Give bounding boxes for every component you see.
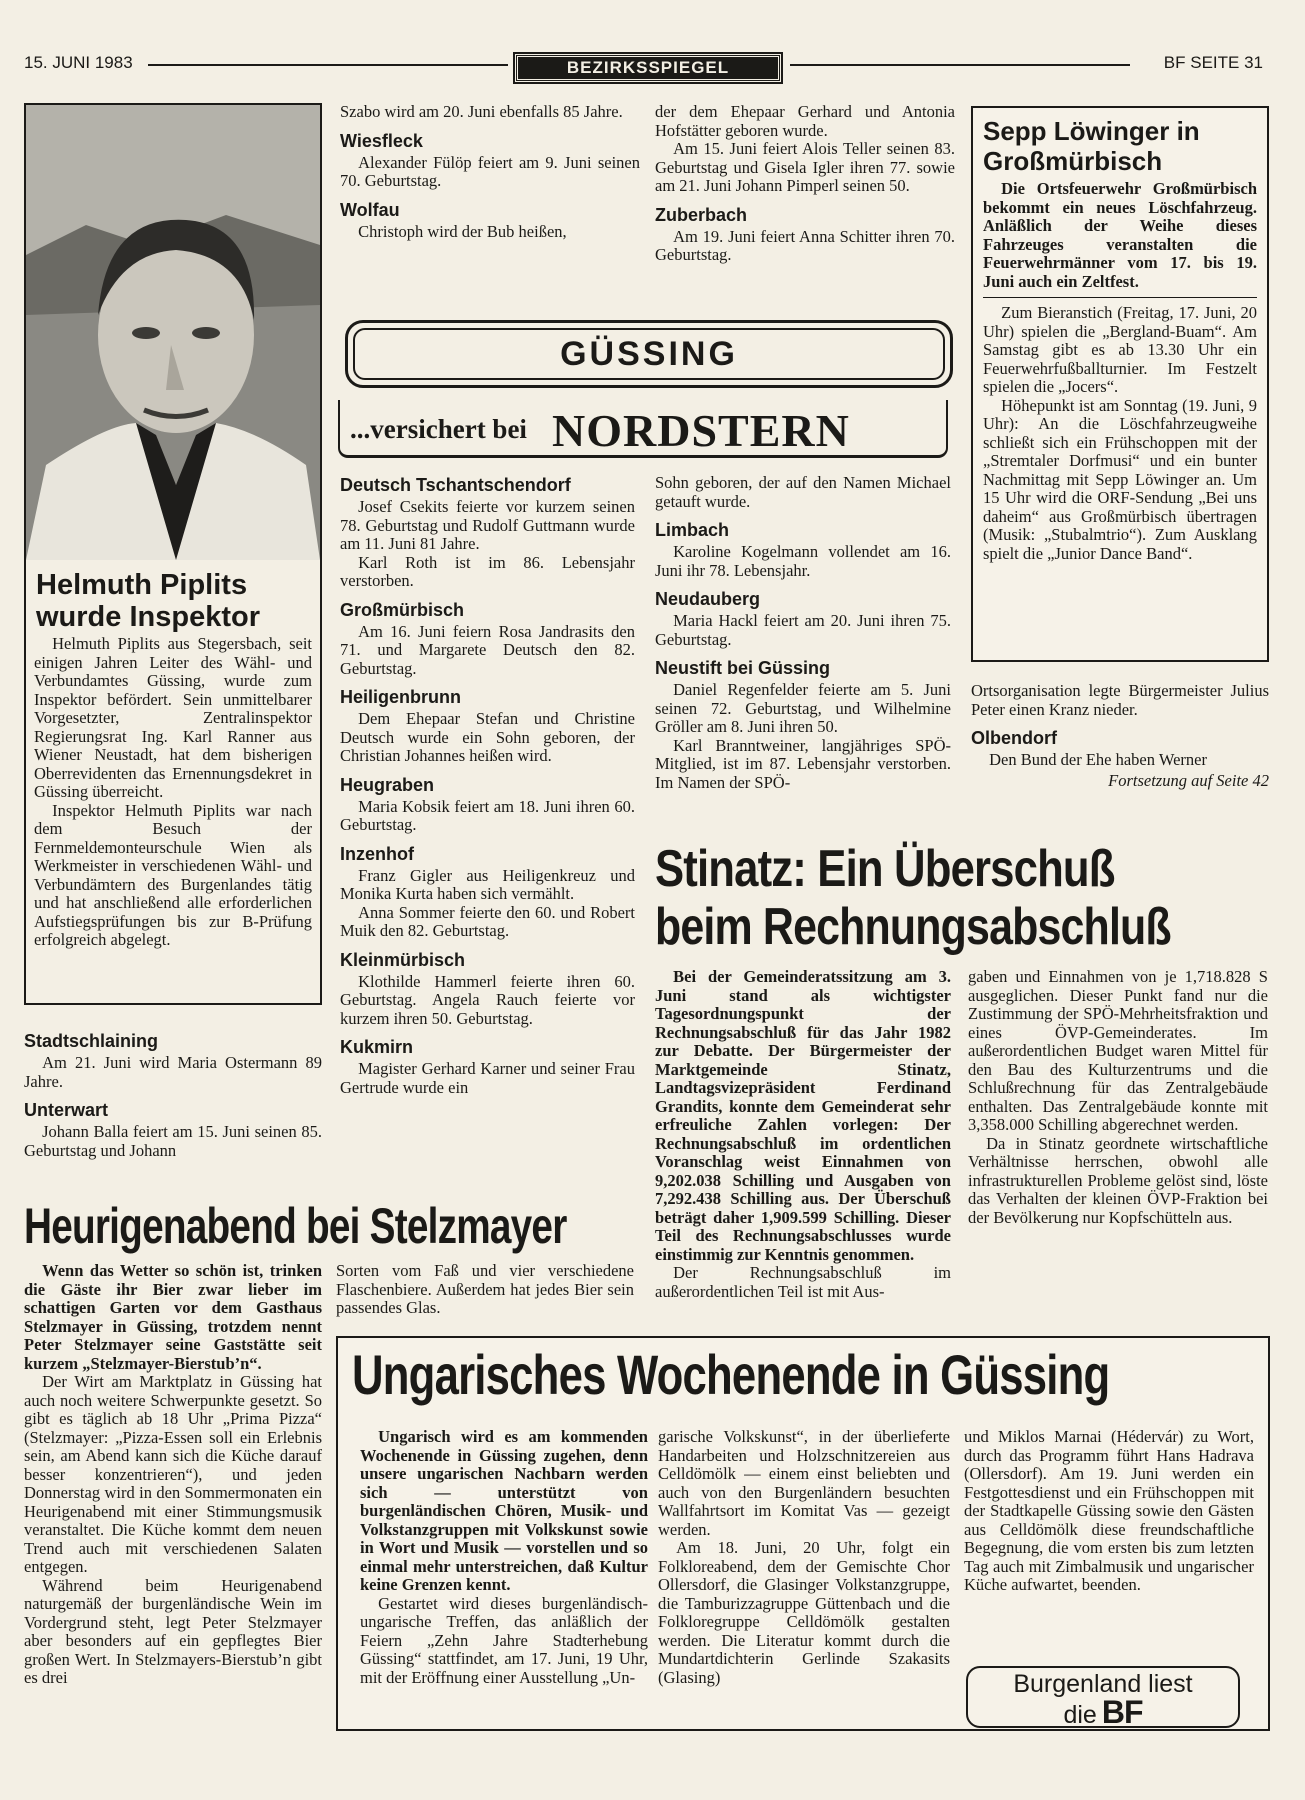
item-text: Den Bund der Ehe haben Werner [989, 750, 1207, 769]
loewinger-box [971, 106, 1269, 662]
guessing-banner [345, 320, 953, 388]
nordstern-logo: NORDSTERN [552, 405, 850, 456]
item-text: Am 21. Juni wird Maria Ostermann 89 Jahre. [24, 1053, 322, 1091]
place-heading: Kleinmürbisch [340, 949, 466, 970]
section-tag [515, 54, 781, 82]
header-rule-right [790, 64, 1130, 66]
top-col2 [340, 103, 640, 241]
stinatz-headline-2: beim Rechnungsabschluß [655, 898, 1171, 956]
item-text: Karl Roth ist im 86. Lebensjahr verstorben. [340, 552, 635, 590]
item-text: Maria Kobsik feiert am 18. Juni ihren 60. Geburtstag. [340, 796, 635, 834]
place-heading: Zuberbach [655, 204, 748, 225]
piplits-box [24, 103, 322, 1005]
top-col3 [655, 103, 955, 265]
heurigen-headline: Heurigenabend bei Stelzmayer [24, 1198, 567, 1254]
nordstern-sub: ...versichert bei [350, 414, 527, 444]
item-text: Christoph wird der Bub heißen, [358, 221, 567, 241]
ungarisch-headline: Ungarisches Wochenende in Güssing [352, 1344, 1110, 1406]
item-text: Daniel Regenfelder feierte am 5. Juni seinen 72. Geburtstag, und Wilhelmine Gröller am 8. Juni ihren 50. [655, 680, 951, 736]
loewinger-lead: Die Ortsfeuerwehr Großmürbisch bekommt ein neues Löschfahrzeug. Anläßlich der Weihe dieses Fahrzeuges veranstalten die Feuerwehrmänner vom 17. bis 19. Juni auch ein Zeltfest. [983, 180, 1257, 298]
place-heading: Wolfau [340, 199, 400, 220]
piplits-paragraph: Inspektor Helmuth Piplits war nach dem Besuch der Fernmeldemonteurschule Wien als Werkmeister in verschiedenen Wähl- und Verbundämtern des Burgenlandes tätig und hat anschließend alle erforderlichen Aufstiegsprüfungen bis zur B-Prüfung erfolgreich abgelegt. [34, 800, 312, 949]
item-text: Szabo wird am 20. Juni ebenfalls 85 Jahre. [340, 102, 623, 121]
stinatz-headline-1: Stinatz: Ein Überschuß [655, 840, 1115, 898]
guessing-title: GÜSSING [560, 334, 738, 373]
item-text: Am 16. Juni feiern Rosa Jandrasits den 71. und Margarete Deutsch den 82. Geburtstag. [340, 621, 635, 678]
heurigen-headline-wrap [24, 1198, 639, 1258]
ungarisch-box [336, 1336, 1270, 1731]
left-items [24, 1030, 322, 1160]
ungarisch-paragraph: Gestartet wird dieses burgenländisch-ungarische Treffen, das anläßlich der Feiern „Zehn Jahre Stadterhebung Güssing“ stattfindet, am 17. Juni, 19 Uhr, mit der Eröffnung einer Ausstellung „Un- [360, 1593, 648, 1687]
item-text: Karl Branntweiner, langjähriges SPÖ-Mitglied, ist im 87. Lebensjahr verstorben. Im Namen der SPÖ- [655, 735, 951, 792]
item-text: Josef Csekits feierte vor kurzem seinen 78. Geburtstag und Rudolf Guttmann wurde am 11. Juni 81 Jahre. [340, 497, 635, 553]
section-title: BEZIRKSSPIEGEL [566, 58, 730, 77]
nordstern-banner [338, 400, 948, 458]
stinatz-paragraph: gaben und Einnahmen von je 1,718.828 S ausgeglichen. Dieser Punkt fand nur die Zustimmung der SPÖ-Mehrheitsfraktion und eines ÖVP-Gemeinderates. Im außerordentlichen Budget waren Mittel für den Bau des Kulturzentrums und die Schlußrechnung für das Zentralgebäude enthalten. Das Zentralgebäude konnte mit 3,358.000 Schilling abgerechnet werden. [968, 967, 1268, 1134]
item-text: Anna Sommer feierte den 60. und Robert Muik den 82. Geburtstag. [340, 902, 635, 940]
loewinger-paragraph: Zum Bieranstich (Freitag, 17. Juni, 20 Uhr) spielen die „Bergland-Buam“. Am Samstag gibt es ab 13.30 Uhr ein Feuerwehrfußballturnier. Im Festzelt spielen die „Jocers“. [983, 303, 1257, 396]
place-heading: Deutsch Tschantschendorf [340, 475, 571, 495]
ungarisch-lead: Ungarisch wird es am kommenden Wochenende in Güssing zugehen, denn unsere ungarischen Nachbarn werden sich — unterstützt von burgenländischen Chören, Musik- und Volkstanzgruppen mit Volkskunst sowie in Wort und Musik — vorstellen und so einmal mehr unterstreichen, daß Kultur keine Grenzen kennt. [360, 1427, 648, 1594]
heurigen-paragraph: Der Wirt am Marktplatz in Güssing hat auch noch weitere Schwerpunkte gesetzt. So gibt es täglich ab 18 Uhr „Prima Pizza“ (Stelzmayer: „Pizza-Essen soll ein Erlebnis sein, am Abend kann sich die Küche darauf besser konzentrieren“), und jeden Donnerstag wird in den Sommermonaten ein Heurigenabend mit einer Stimmungsmusik veranstaltet. Die Küche kommt dem neuen Trend auch mit verschiedenen Salaten entgegen. [24, 1372, 322, 1576]
place-heading: Wiesfleck [340, 130, 423, 151]
item-text: Klothilde Hammerl feierte ihren 60. Geburtstag. Angela Rauch feierte vor kurzem ihren 50. Geburtstag. [340, 971, 635, 1028]
item-text: Maria Hackl feiert am 20. Juni ihren 75. Geburtstag. [655, 611, 951, 649]
bf-ad [966, 1666, 1240, 1728]
portrait-photo [26, 105, 320, 560]
place-heading: Neustift bei Güssing [655, 658, 831, 678]
place-heading: Inzenhof [340, 843, 414, 864]
header-rule-left [148, 64, 508, 66]
bf-ad-line1: Burgenland liest [1013, 1670, 1193, 1698]
piplits-paragraph: Helmuth Piplits aus Stegersbach, seit einigen Jahren Leiter des Wähl- und Verbundamtes Güssing, wurde zum Inspektor befördert. Sein unmittelbarer Vorgesetzter, Zentralinspektor Regierungsrat Ing. Karl Ranner aus Wiener Neustadt, hat dem bisherigen Oberrevidenten das Ernennungsdekret in Güssing überreicht. [34, 634, 312, 801]
header-page: BF SEITE 31 [1163, 53, 1263, 72]
stinatz-col-a [655, 968, 951, 1301]
loewinger-paragraph: Höhepunkt ist am Sonntag (19. Juni, 9 Uhr): An die Löschfahrzeugweihe schließt sich ein Frühschoppen mit der „Stremtaler Dorfmusi“ und ein bunter Nachmittag mit Sepp Löwinger an. Um 15 Uhr wird die ORF-Sendung „Bei uns daheim“ aus Großmürbisch übertragen (Musik: „Stubalmtrio“). Zum Ausklang spielt die „Junior Dance Band“. [983, 395, 1257, 563]
item-text: Sohn geboren, der auf den Namen Michael getauft wurde. [655, 473, 951, 511]
place-heading: Kukmirn [340, 1037, 414, 1057]
place-heading: Großmürbisch [340, 599, 465, 620]
heurigen-col1 [24, 1262, 322, 1688]
place-heading: Unterwart [24, 1100, 109, 1120]
place-heading: Olbendorf [971, 728, 1057, 748]
item-text: Am 15. Juni feiert Alois Teller seinen 83. Geburtstag und Gisela Igler ihren 77. sowie am 21. Juni Johann Pimperl seinen 50. [655, 139, 955, 195]
place-heading: Heiligenbrunn [340, 687, 461, 707]
stinatz-headline [655, 840, 1275, 960]
mid-col2 [340, 474, 635, 1097]
piplits-headline-1: Helmuth Piplits [36, 569, 248, 601]
bf-logo: BF [1101, 1694, 1143, 1730]
item-text: Karoline Kogelmann vollendet am 16. Juni ihr 78. Lebensjahr. [655, 542, 951, 580]
ungarisch-paragraph: garische Volkskunst“, in der überlieferte Handarbeiten und Holzschnitzereien aus Celldömölk — einem einst beliebten und auch von den Burgenländern besuchten Wallfahrtsort im Komitat Vas — gezeigt werden. [658, 1427, 950, 1539]
place-heading: Stadtschlaining [24, 1031, 159, 1051]
item-text: Am 19. Juni feiert Anna Schitter ihren 70. Geburtstag. [655, 226, 955, 264]
stinatz-paragraph: Der Rechnungsabschluß im außerordentlichen Teil ist mit Aus- [655, 1263, 951, 1301]
piplits-headline-2: wurde Inspektor [36, 601, 260, 633]
stinatz-paragraph: Da in Stinatz geordnete wirtschaftliche Verhältnisse herrschen, obwohl alle infrastrukturellen Probleme gelöst sind, löste das Verhalten der kleinen ÖVP-Fraktion bei der Bevölkerung nur Kopfschütteln aus. [968, 1133, 1268, 1227]
item-text: der dem Ehepaar Gerhard und Antonia Hofstätter geboren wurde. [655, 102, 955, 140]
heurigen-lead: Wenn das Wetter so schön ist, trinken die Gäste ihr Bier zwar lieber im schattigen Garten vor dem Gasthaus Stelzmayer in Güssing, trotzdem nennt Peter Stelzmayer seine Gaststätte seit kurzem „Stelzmayer-Bierstub’n“. [24, 1261, 322, 1373]
item-text: Ortsorganisation legte Bürgermeister Julius Peter einen Kranz nieder. [971, 681, 1269, 719]
ungarisch-paragraph: Am 18. Juni, 20 Uhr, folgt ein Folkloreabend, dem der Gemischte Chor Ollersdorf, die Glasinger Volkstanzgruppe, die Tamburizzagruppe Güttenbach und die Folkloregruppe Celldömölk gestalten werden. Die Literatur kommt durch die Mundartdichterin Gerlinde Szakasits (Glasing) [658, 1538, 950, 1687]
ungarisch-paragraph: und Miklos Marnai (Hédervár) zu Wort, durch das Programm führt Hans Hadrava (Ollersdorf). Am 19. Juni werden ein Festgottesdienst und ein Frühschoppen mit der Stadtkapelle Güssing sowie den Gästen aus Celldömölk diese freundschaftliche Begegnung, die vom ersten bis zum letzten Tag auch mit Zimbalmusik und ungarischer Küche aufwartet, beenden. [964, 1427, 1254, 1594]
loewinger-headline-2: Großmürbisch [983, 146, 1163, 176]
item-text: Alexander Fülöp feiert am 9. Juni seinen 70. Geburtstag. [340, 152, 640, 190]
mid-col3 [655, 474, 951, 792]
item-text: Franz Gigler aus Heiligenkreuz und Monika Kurta haben sich vermählt. [340, 865, 635, 903]
continuation-note: Fortsetzung auf Seite 42 [1108, 770, 1269, 790]
stinatz-col-b [968, 968, 1268, 1227]
place-heading: Limbach [655, 520, 730, 540]
item-text: Magister Gerhard Karner und seiner Frau Gertrude wurde ein [340, 1059, 635, 1097]
heurigen-paragraph: Während beim Heurigenabend naturgemäß der burgenländische Wein im Vordergrund steht, legt Peter Stelzmayer aber besonders auf ein gepflegtes Bier großen Wert. In Stelzmayers-Bierstub’n gibt es drei [24, 1575, 322, 1687]
place-heading: Neudauberg [655, 589, 761, 609]
header-date: 15. JUNI 1983 [24, 53, 133, 72]
heurigen-paragraph: Sorten vom Faß und vier verschiedene Flaschenbiere. Außerdem hat jedes Bier sein passendes Glas. [336, 1261, 634, 1317]
item-text: Dem Ehepaar Stefan und Christine Deutsch wurde ein Sohn geboren, der Christian Johannes heißen wird. [340, 709, 635, 765]
portrait-icon [26, 105, 320, 560]
loewinger-headline-1: Sepp Löwinger in [983, 116, 1200, 146]
item-text: Johann Balla feiert am 15. Juni seinen 85. Geburtstag und Johann [24, 1122, 322, 1160]
stinatz-lead: Bei der Gemeinderatssitzung am 3. Juni stand als wichtigster Tagesordnungspunkt der Rechnungsabschluß für das Jahr 1982 zur Debatte. Der Bürgermeister der Marktgemeinde Stinatz, Landtagsvizepräsident Ferdinand Grandits, konnte dem Gemeinderat sehr erfreuliche Zahlen vorlegen: Der Rechnungsabschluß im ordentlichen Voranschlag weist Einnahmen von 9,202.038 Schilling und Ausgaben von 7,292.438 Schilling aus. Der Überschuß beträgt daher 1,909.599 Schilling. Dieser Teil des Rechnungsabschlusses wurde einstimmig zur Kenntnis genommen. [655, 967, 951, 1264]
bf-ad-line2: die [1063, 1701, 1097, 1729]
heurigen-col2 [336, 1262, 634, 1318]
col4-continuation [971, 682, 1269, 790]
place-heading: Heugraben [340, 774, 435, 795]
